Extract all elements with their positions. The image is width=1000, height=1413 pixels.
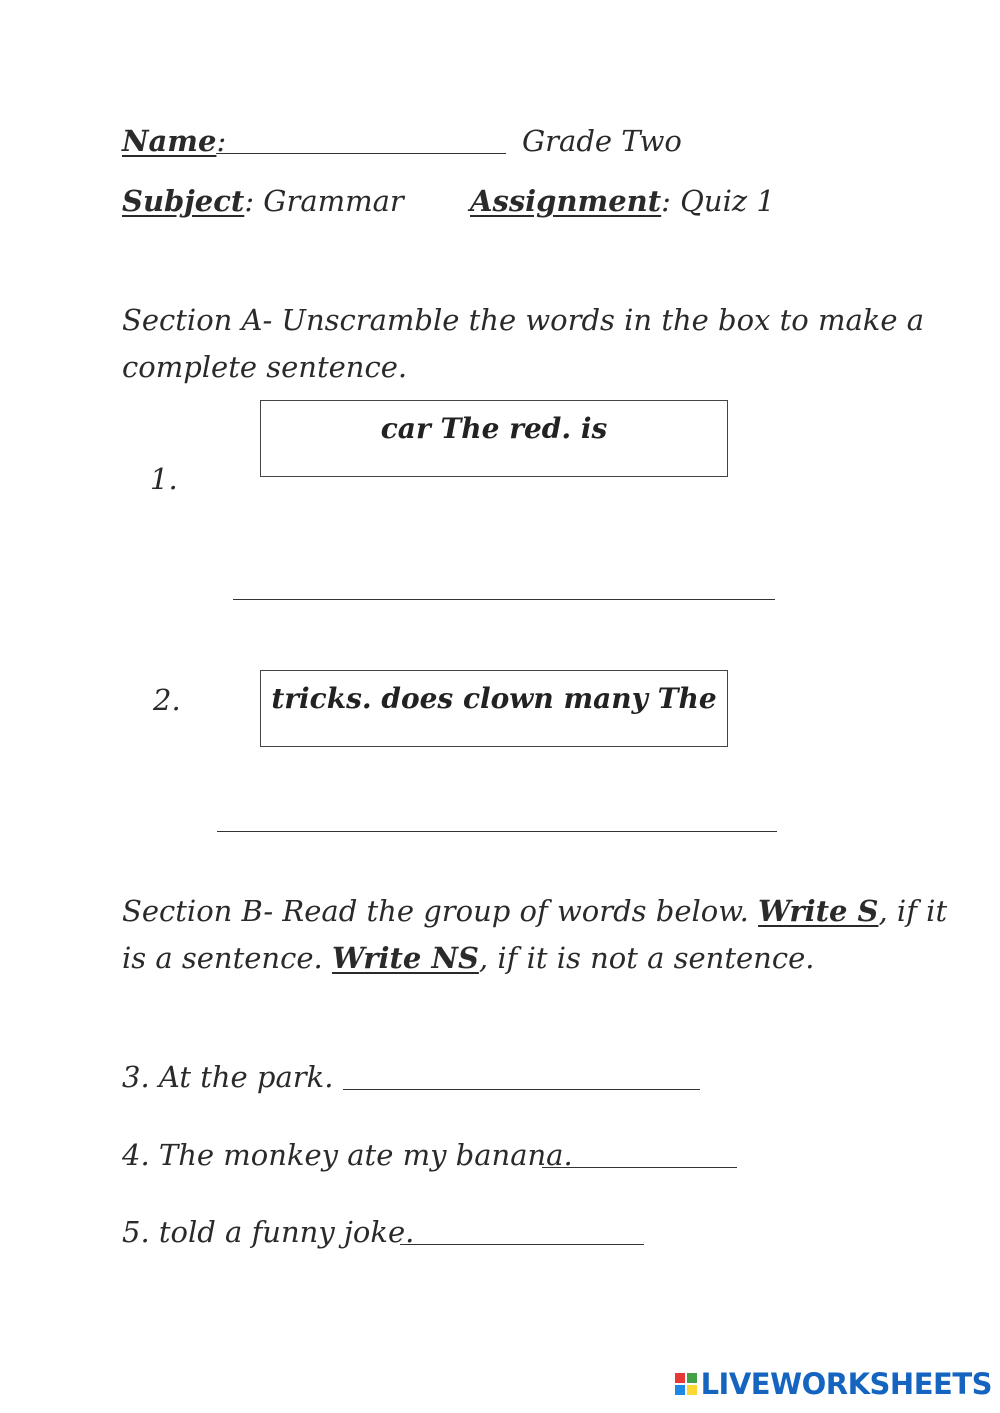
write-ns-label: Write NS bbox=[331, 941, 479, 975]
item-4: 4. The monkey ate my banana. bbox=[122, 1138, 573, 1172]
name-label: Name bbox=[122, 124, 217, 158]
answer-blank-5[interactable] bbox=[400, 1244, 644, 1245]
answer-line-1[interactable] bbox=[233, 599, 775, 600]
section-b-instruction-line1 bbox=[122, 894, 947, 928]
section-b-text-1: Section B- Read the group of words below. bbox=[122, 894, 759, 928]
answer-blank-3[interactable] bbox=[343, 1089, 700, 1090]
brand-name: LIVEWORKSHEETS bbox=[700, 1367, 992, 1401]
item-3: 3. At the park. bbox=[122, 1060, 334, 1094]
scramble-box-2 bbox=[260, 670, 728, 747]
section-b-text-2: , if it bbox=[878, 894, 948, 928]
assignment-value: : Quiz 1 bbox=[661, 184, 775, 218]
name-row bbox=[122, 124, 226, 158]
answer-line-2[interactable] bbox=[217, 831, 777, 832]
section-a-instruction-line1: Section A- Unscramble the words in the box to make a bbox=[122, 303, 924, 337]
grade-label: Grade Two bbox=[522, 124, 682, 158]
subject-label: Subject bbox=[122, 184, 245, 218]
logo-squares-icon bbox=[675, 1373, 697, 1395]
question-number-1: 1. bbox=[150, 462, 178, 496]
subject-value: : Grammar bbox=[244, 184, 404, 218]
liveworksheets-logo bbox=[675, 1367, 992, 1401]
scrambled-words-2: tricks. does clown many The bbox=[271, 682, 717, 715]
subject-row bbox=[122, 184, 404, 218]
write-s-label: Write S bbox=[758, 894, 879, 928]
assignment-row bbox=[470, 184, 775, 218]
question-number-2: 2. bbox=[153, 683, 181, 717]
answer-blank-4[interactable] bbox=[542, 1167, 737, 1168]
name-colon: : bbox=[216, 124, 227, 158]
section-b-text-3: is a sentence. bbox=[122, 941, 332, 975]
scrambled-words-1: car The red. is bbox=[380, 412, 608, 445]
section-b-text-4: , if it is not a sentence. bbox=[478, 941, 815, 975]
name-blank[interactable] bbox=[216, 153, 506, 154]
section-a-instruction-line2: complete sentence. bbox=[122, 350, 408, 384]
scramble-box-1 bbox=[260, 400, 728, 477]
section-b-instruction-line2 bbox=[122, 941, 814, 975]
assignment-label: Assignment bbox=[470, 184, 662, 218]
item-5: 5. told a funny joke. bbox=[122, 1215, 415, 1249]
